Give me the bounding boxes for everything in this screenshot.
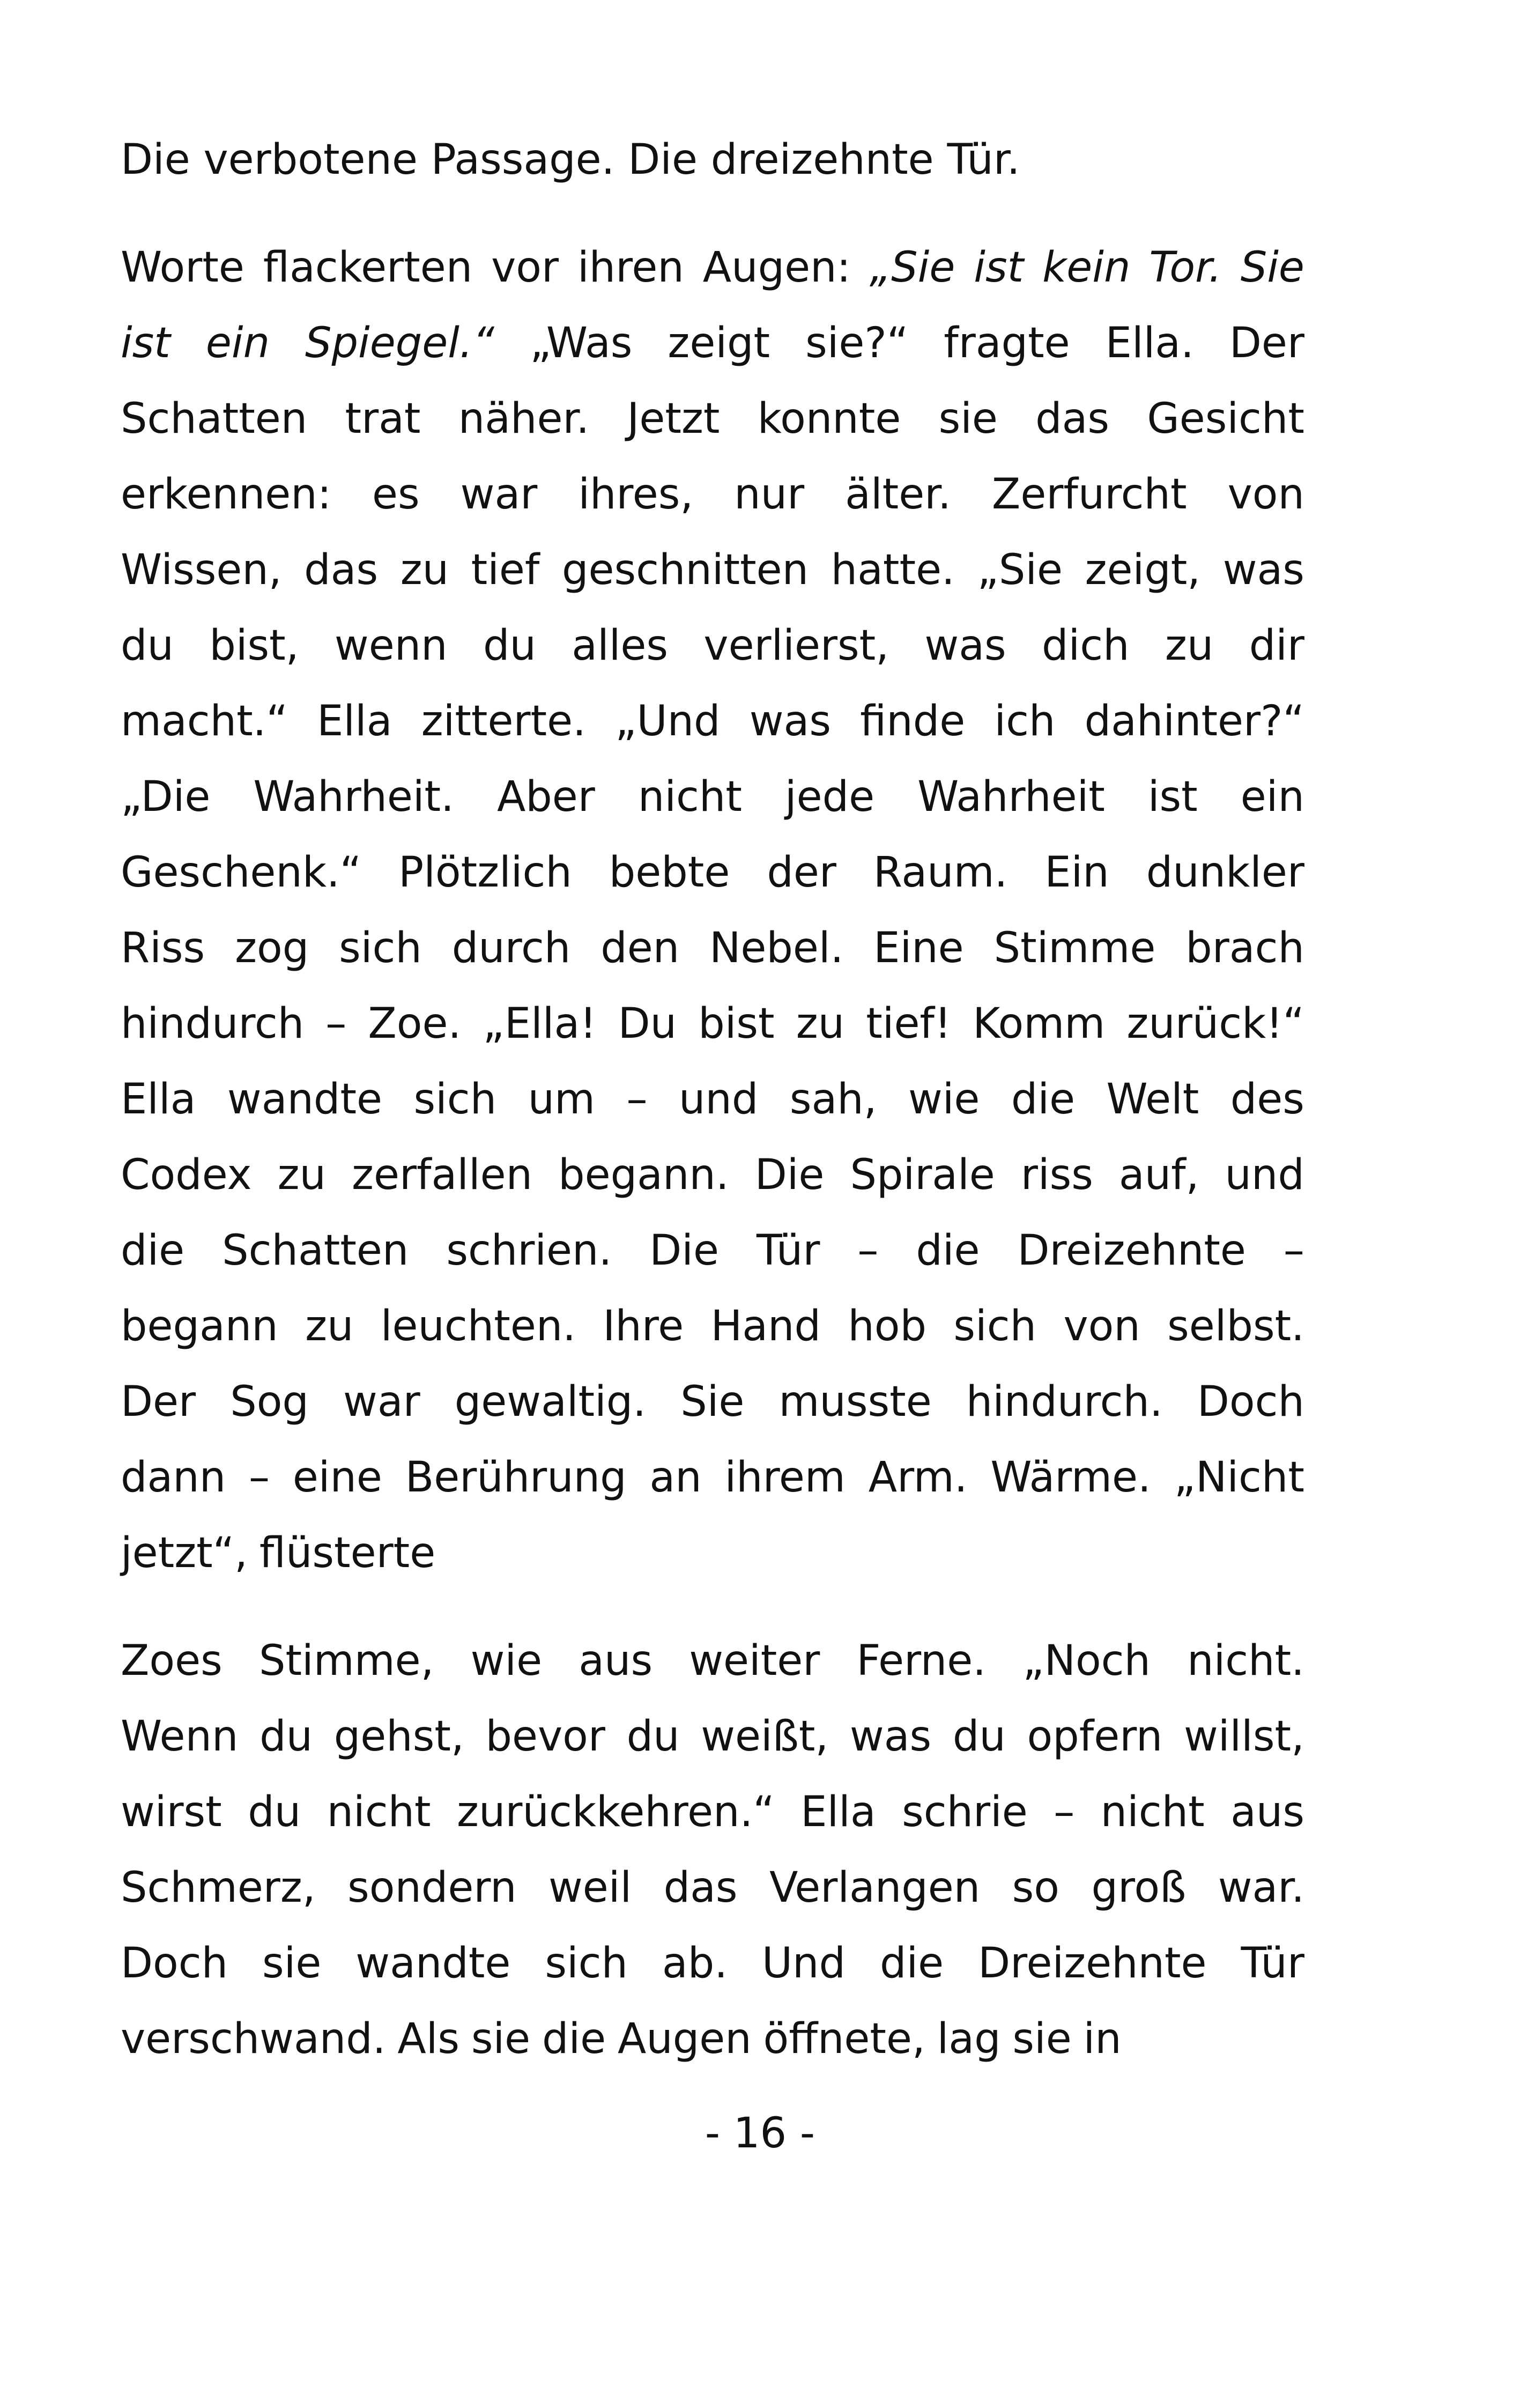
text-line bbox=[121, 1926, 1304, 2001]
text-line bbox=[121, 1623, 1304, 1699]
word: ein bbox=[1240, 773, 1304, 821]
word: Stimme, bbox=[258, 1637, 434, 1685]
word: verschwand. bbox=[121, 2015, 386, 2063]
word: Ella bbox=[800, 1788, 876, 1836]
text-line bbox=[121, 759, 1304, 835]
word: opfern bbox=[1027, 1712, 1163, 1761]
word: „Ella! bbox=[483, 1000, 597, 1048]
word: Nebel. bbox=[709, 924, 844, 972]
word: schrien. bbox=[446, 1227, 612, 1275]
word: – bbox=[626, 1075, 648, 1124]
word: zitterte. bbox=[421, 697, 586, 745]
word: älter. bbox=[845, 470, 951, 519]
text-line bbox=[121, 1775, 1304, 1850]
word: sich bbox=[953, 1302, 1037, 1350]
word: weißt, bbox=[701, 1712, 829, 1761]
text-line bbox=[121, 986, 1304, 1062]
word: und bbox=[678, 1075, 759, 1124]
text-line bbox=[121, 608, 1304, 684]
word: Sog bbox=[230, 1378, 309, 1426]
word: Plötzlich bbox=[398, 848, 572, 897]
word: „Und bbox=[615, 697, 721, 745]
word: zu bbox=[277, 1151, 326, 1199]
word: „Nicht bbox=[1174, 1453, 1304, 1502]
word: willst, bbox=[1184, 1712, 1304, 1761]
word: weil bbox=[548, 1864, 632, 1912]
text-line bbox=[121, 457, 1304, 533]
word: du bbox=[248, 1788, 301, 1836]
word: ein bbox=[205, 319, 270, 367]
word: sie bbox=[262, 1939, 322, 1988]
word: Riss bbox=[121, 924, 205, 972]
word: sondern bbox=[347, 1864, 517, 1912]
word: es bbox=[372, 470, 420, 519]
word: Wissen, bbox=[121, 546, 282, 594]
word: „Noch bbox=[1022, 1637, 1151, 1685]
word: Ella. bbox=[1105, 319, 1194, 367]
word: war bbox=[460, 470, 538, 519]
word: die bbox=[1011, 1075, 1076, 1124]
word: so bbox=[1012, 1864, 1060, 1912]
word: du bbox=[626, 1712, 680, 1761]
word: „Die bbox=[121, 773, 211, 821]
word: weiter bbox=[689, 1637, 820, 1685]
word: Gesicht bbox=[1147, 395, 1304, 443]
word: nur bbox=[734, 470, 805, 519]
word: sah, bbox=[789, 1075, 877, 1124]
word: zeigt, bbox=[1085, 546, 1201, 594]
word: sie bbox=[938, 395, 998, 443]
word: Sie bbox=[1240, 243, 1304, 292]
text-line bbox=[121, 911, 1304, 986]
word: zurück!“ bbox=[1126, 1000, 1304, 1048]
word: sich bbox=[339, 924, 422, 972]
page-number: - 16 - bbox=[705, 2109, 815, 2158]
word: wandte bbox=[355, 1939, 511, 1988]
word: Worte bbox=[121, 243, 244, 292]
word: selbst. bbox=[1167, 1302, 1304, 1350]
word: hatte. bbox=[831, 546, 955, 594]
word: tief! bbox=[866, 1000, 952, 1048]
word: des bbox=[1230, 1075, 1304, 1124]
word: geschnitten bbox=[561, 546, 809, 594]
word: Spiegel.“ bbox=[305, 319, 495, 367]
word: der bbox=[767, 848, 836, 897]
word: Die bbox=[754, 1151, 825, 1199]
word: Raum. bbox=[873, 848, 1008, 897]
word: Die bbox=[649, 1227, 719, 1275]
word: konnte bbox=[757, 395, 901, 443]
word: ist bbox=[1147, 773, 1198, 821]
word: Tür bbox=[756, 1227, 820, 1275]
word: Jetzt bbox=[627, 395, 720, 443]
word: Zoe. bbox=[368, 1000, 462, 1048]
word: finde bbox=[860, 697, 966, 745]
word: zog bbox=[235, 924, 309, 972]
word: ihren bbox=[577, 243, 684, 292]
word: Sie bbox=[680, 1378, 745, 1426]
text-line bbox=[121, 1440, 1304, 1516]
word: jetzt“, bbox=[121, 1529, 248, 1577]
word: bebte bbox=[609, 848, 730, 897]
word: Augen: bbox=[702, 243, 851, 292]
text-line bbox=[121, 835, 1304, 911]
word: Ella bbox=[121, 1075, 196, 1124]
word: alles bbox=[572, 622, 669, 670]
word: nicht bbox=[1100, 1788, 1205, 1836]
word: „Sie bbox=[977, 546, 1063, 594]
word: das bbox=[304, 546, 379, 594]
word: hob bbox=[848, 1302, 927, 1350]
word: „Was bbox=[530, 319, 633, 367]
word: vor bbox=[491, 243, 559, 292]
word: aus bbox=[579, 1637, 653, 1685]
paragraph bbox=[121, 1623, 1304, 2077]
paragraph-gap bbox=[121, 1591, 1304, 1623]
text-line bbox=[121, 1850, 1304, 1926]
word: „Sie bbox=[869, 243, 955, 292]
word: Zerfurcht bbox=[991, 470, 1187, 519]
word: – bbox=[1283, 1227, 1304, 1275]
word: Eine bbox=[873, 924, 964, 972]
text-line bbox=[121, 1213, 1304, 1289]
word: sich bbox=[545, 1939, 628, 1988]
word: begann bbox=[121, 1302, 278, 1350]
word: um bbox=[528, 1075, 596, 1124]
word: zeigt bbox=[668, 319, 770, 367]
word: Dreizehnte bbox=[1017, 1227, 1246, 1275]
text-line bbox=[121, 1289, 1304, 1364]
word: den bbox=[600, 924, 680, 972]
word: war. bbox=[1218, 1864, 1304, 1912]
word: ihrem bbox=[724, 1453, 846, 1502]
word: Der bbox=[121, 1378, 196, 1426]
word: wenn bbox=[334, 622, 448, 670]
word: zu bbox=[796, 1000, 845, 1048]
word: Geschenk.“ bbox=[121, 848, 362, 897]
word: zu bbox=[400, 546, 449, 594]
text-line bbox=[121, 1516, 1304, 1591]
word: das bbox=[1035, 395, 1110, 443]
word: ihres, bbox=[578, 470, 694, 519]
word: ich bbox=[994, 697, 1056, 745]
word: macht.“ bbox=[121, 697, 288, 745]
word: begann. bbox=[558, 1151, 729, 1199]
word: Schatten bbox=[121, 395, 308, 443]
word: Tor. bbox=[1149, 243, 1222, 292]
word: kein bbox=[1042, 243, 1131, 292]
word: nicht bbox=[637, 773, 742, 821]
text-line bbox=[121, 230, 1304, 306]
word: Komm bbox=[973, 1000, 1106, 1048]
word: fragte bbox=[944, 319, 1070, 367]
word: zu bbox=[1165, 622, 1214, 670]
word: zerfallen bbox=[352, 1151, 533, 1199]
word: von bbox=[1063, 1302, 1140, 1350]
word: Wahrheit. bbox=[253, 773, 454, 821]
word: du bbox=[952, 1712, 1006, 1761]
word: in bbox=[1083, 2015, 1122, 2063]
word: was bbox=[849, 1712, 932, 1761]
word: – bbox=[249, 1453, 270, 1502]
word: Augen bbox=[617, 2015, 752, 2063]
word: die bbox=[121, 1227, 185, 1275]
word: sie?“ bbox=[805, 319, 909, 367]
word: wie bbox=[470, 1637, 543, 1685]
word: tief bbox=[471, 546, 540, 594]
word: wie bbox=[908, 1075, 980, 1124]
text-line bbox=[121, 381, 1304, 457]
word: ist bbox=[974, 243, 1024, 292]
word: groß bbox=[1091, 1864, 1187, 1912]
word: flüsterte bbox=[259, 1529, 436, 1577]
word: von bbox=[1227, 470, 1304, 519]
word: trat bbox=[345, 395, 421, 443]
word: wandte bbox=[227, 1075, 383, 1124]
word: jede bbox=[784, 773, 875, 821]
word: aus bbox=[1230, 1788, 1304, 1836]
word: leuchten. bbox=[380, 1302, 576, 1350]
text-line bbox=[121, 2001, 1304, 2077]
word: Die verbotene Passage. Die dreizehnte Tür. bbox=[121, 136, 1020, 184]
word: Ihre bbox=[603, 1302, 684, 1350]
word: nicht bbox=[327, 1788, 431, 1836]
word: die bbox=[879, 1939, 944, 1988]
word: Wahrheit bbox=[917, 773, 1105, 821]
paragraph-gap bbox=[121, 198, 1304, 230]
word: Doch bbox=[1197, 1378, 1304, 1426]
word: Hand bbox=[710, 1302, 821, 1350]
word: wirst bbox=[121, 1788, 222, 1836]
paragraph bbox=[121, 122, 1304, 198]
word: – bbox=[325, 1000, 347, 1048]
word: riss bbox=[1020, 1151, 1093, 1199]
word: sie bbox=[1012, 2015, 1072, 2063]
word: was bbox=[1222, 546, 1304, 594]
word: bist, bbox=[209, 622, 299, 670]
word: ist bbox=[121, 319, 170, 367]
word: schrie bbox=[902, 1788, 1028, 1836]
word: dich bbox=[1042, 622, 1130, 670]
word: zurückkehren.“ bbox=[457, 1788, 775, 1836]
word: zu bbox=[305, 1302, 354, 1350]
word: auf, bbox=[1118, 1151, 1199, 1199]
word: Schatten bbox=[222, 1227, 409, 1275]
text-line bbox=[121, 1062, 1304, 1137]
word: gewaltig. bbox=[454, 1378, 647, 1426]
word: und bbox=[1225, 1151, 1304, 1199]
word: gehst, bbox=[333, 1712, 464, 1761]
word: Ein bbox=[1044, 848, 1109, 897]
word: du bbox=[121, 622, 174, 670]
word: die bbox=[542, 2015, 606, 2063]
word: durch bbox=[451, 924, 571, 972]
word: war bbox=[343, 1378, 420, 1426]
word: dann bbox=[121, 1453, 226, 1502]
word: dahinter?“ bbox=[1084, 697, 1304, 745]
body-text bbox=[121, 122, 1304, 2077]
word: Als bbox=[397, 2015, 460, 2063]
text-line bbox=[121, 1137, 1304, 1213]
word: brach bbox=[1185, 924, 1304, 972]
word: die bbox=[916, 1227, 980, 1275]
word: sich bbox=[413, 1075, 497, 1124]
word: bevor bbox=[485, 1712, 605, 1761]
word: Zoes bbox=[121, 1637, 223, 1685]
word: Dreizehnte bbox=[978, 1939, 1207, 1988]
word: du bbox=[259, 1712, 313, 1761]
word: Ella bbox=[317, 697, 392, 745]
word: Wärme. bbox=[990, 1453, 1151, 1502]
word: nicht. bbox=[1187, 1637, 1304, 1685]
word: Schmerz, bbox=[121, 1864, 316, 1912]
word: flackerten bbox=[263, 243, 473, 292]
word: verlierst, bbox=[703, 622, 889, 670]
word: eine bbox=[292, 1453, 382, 1502]
text-line bbox=[121, 533, 1304, 608]
word: ab. bbox=[662, 1939, 728, 1988]
text-line bbox=[121, 306, 1304, 381]
word: Tür bbox=[1241, 1939, 1304, 1988]
word: Und bbox=[761, 1939, 846, 1988]
word: Aber bbox=[496, 773, 595, 821]
paragraph bbox=[121, 230, 1304, 1591]
word: dunkler bbox=[1146, 848, 1304, 897]
word: das bbox=[663, 1864, 738, 1912]
word: bist bbox=[698, 1000, 775, 1048]
word: an bbox=[649, 1453, 702, 1502]
word: Stimme bbox=[993, 924, 1156, 972]
word: Codex bbox=[121, 1151, 252, 1199]
word: was bbox=[924, 622, 1006, 670]
word: sie bbox=[471, 2015, 531, 2063]
text-line bbox=[121, 684, 1304, 759]
word: Welt bbox=[1106, 1075, 1199, 1124]
word: hindurch. bbox=[966, 1378, 1163, 1426]
word: dir bbox=[1249, 622, 1304, 670]
word: näher. bbox=[458, 395, 590, 443]
text-line bbox=[121, 1699, 1304, 1775]
word: – bbox=[1054, 1788, 1075, 1836]
word: – bbox=[857, 1227, 879, 1275]
word: du bbox=[483, 622, 536, 670]
word: musste bbox=[778, 1378, 932, 1426]
text-line bbox=[121, 1364, 1304, 1440]
word: Du bbox=[618, 1000, 677, 1048]
word: Doch bbox=[121, 1939, 228, 1988]
text-line bbox=[121, 122, 1304, 198]
word: Verlangen bbox=[769, 1864, 981, 1912]
word: hindurch bbox=[121, 1000, 305, 1048]
word: was bbox=[749, 697, 831, 745]
word: Arm. bbox=[868, 1453, 968, 1502]
word: Spirale bbox=[850, 1151, 995, 1199]
word: lag bbox=[937, 2015, 1001, 2063]
word: erkennen: bbox=[121, 470, 332, 519]
word: öffnete, bbox=[763, 2015, 925, 2063]
word: Ferne. bbox=[856, 1637, 987, 1685]
word: Wenn bbox=[121, 1712, 239, 1761]
word: Berührung bbox=[405, 1453, 627, 1502]
word: Der bbox=[1229, 319, 1304, 367]
